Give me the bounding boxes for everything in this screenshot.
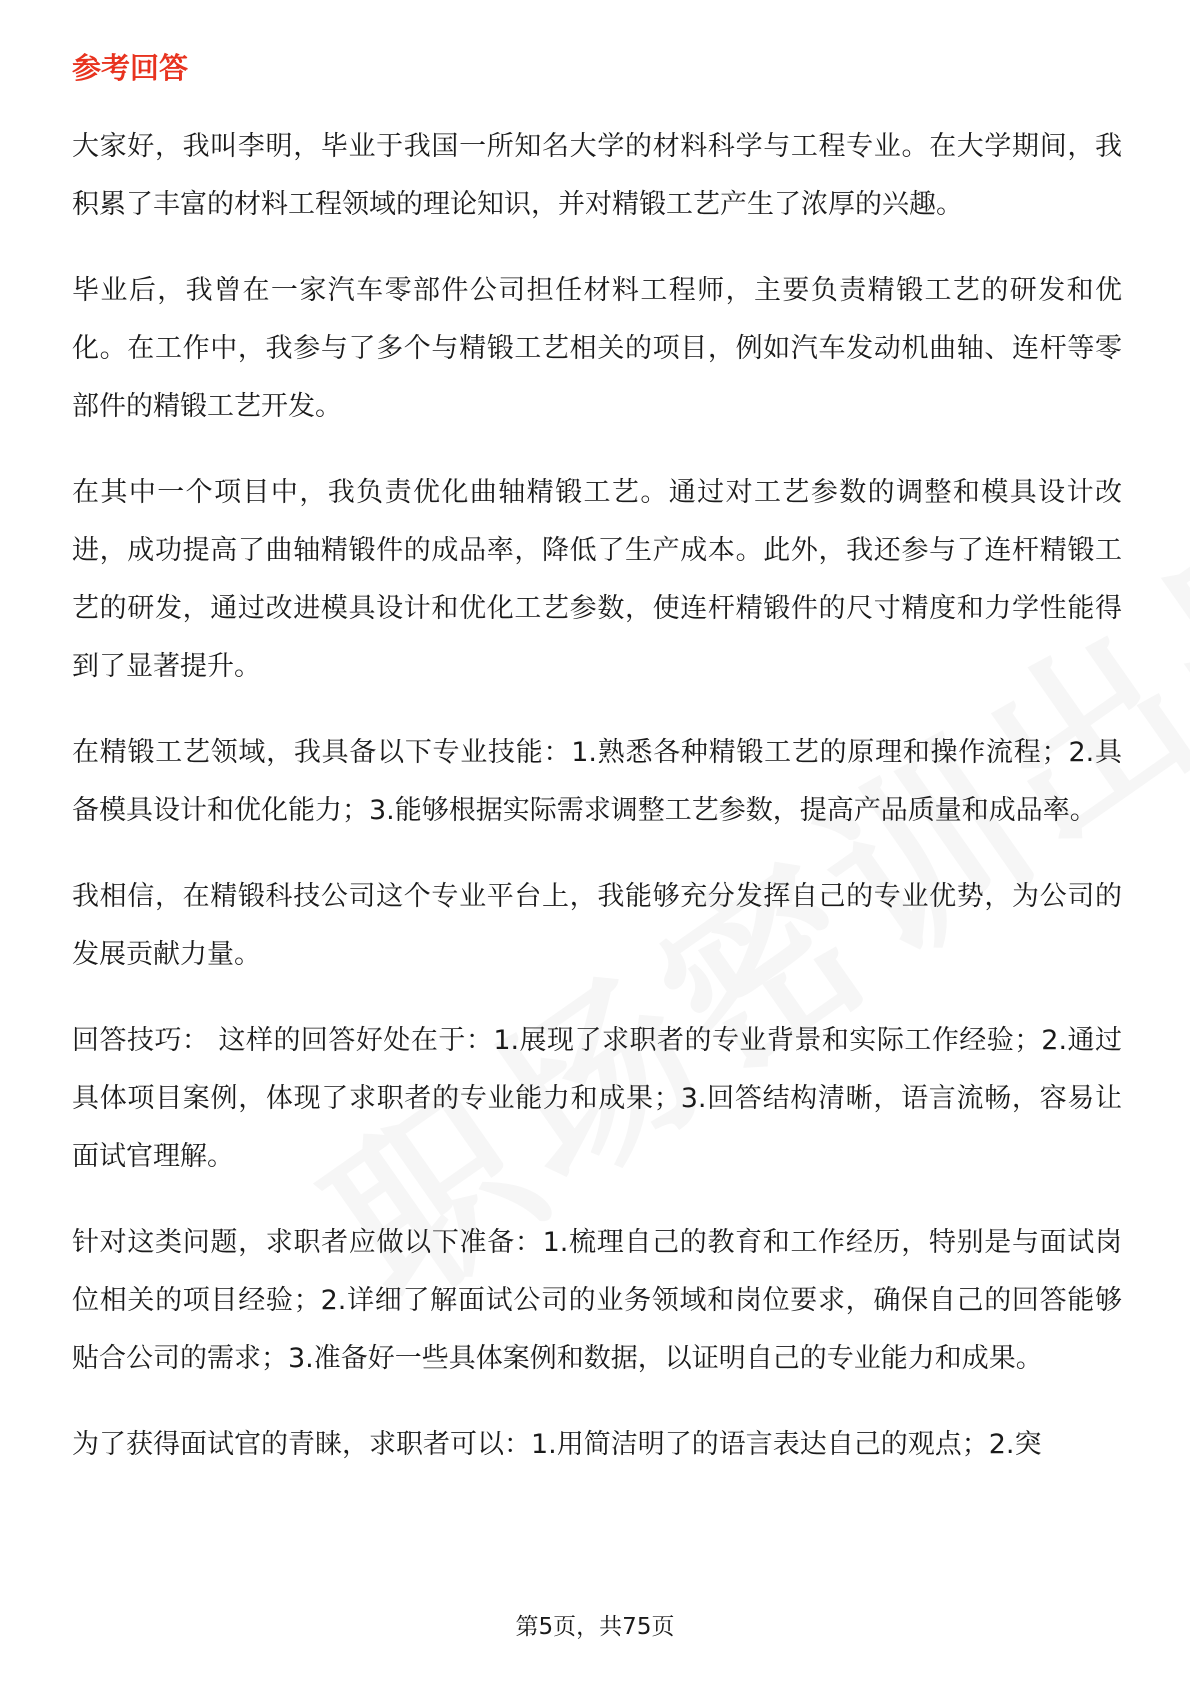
page-number-footer: 第5页，共75页 — [515, 1614, 675, 1640]
paragraph-experience: 毕业后，我曾在一家汽车零部件公司担任材料工程师，主要负责精锻工艺的研发和优化。在工作中，我参与了多个与精锻工艺相关的项目，例如汽车发动机曲轴、连杆等零部件的精锻工艺开发。 — [72, 275, 1122, 422]
body-text — [72, 118, 1122, 1502]
paragraph-skills: 在精锻工艺领域，我具备以下专业技能：1.熟悉各种精锻工艺的原理和操作流程；2.具备模具设计和优化能力；3.能够根据实际需求调整工艺参数，提高产品质量和成品率。 — [72, 737, 1122, 826]
paragraph-preparation: 针对这类问题，求职者应做以下准备：1.梳理自己的教育和工作经历，特别是与面试岗位相关的项目经验；2.详细了解面试公司的业务领域和岗位要求，确保自己的回答能够贴合公司的需求；3.准备好一些具体案例和数据，以证明自己的专业能力和成果。 — [72, 1227, 1122, 1374]
paragraph-closing: 我相信，在精锻科技公司这个专业平台上，我能够充分发挥自己的专业优势，为公司的发展贡献力量。 — [72, 881, 1122, 970]
section-heading: 参考回答 — [72, 51, 189, 85]
paragraph-project: 在其中一个项目中，我负责优化曲轴精锻工艺。通过对工艺参数的调整和模具设计改进，成功提高了曲轴精锻件的成品率，降低了生产成本。此外，我还参与了连杆精锻工艺的研发，通过改进模具设计和优化工艺参数，使连杆精锻件的尺寸精度和力学性能得到了显著提升。 — [72, 477, 1122, 682]
paragraph-advice: 为了获得面试官的青睐，求职者可以：1.用简洁明了的语言表达自己的观点；2.突 — [72, 1429, 1042, 1460]
paragraph-tips: 回答技巧： 这样的回答好处在于：1.展现了求职者的专业背景和实际工作经验；2.通过具体项目案例，体现了求职者的专业能力和成果；3.回答结构清晰，语言流畅，容易让面试官理解。 — [72, 1025, 1122, 1172]
paragraph-intro: 大家好，我叫李明，毕业于我国一所知名大学的材料科学与工程专业。在大学期间，我积累了丰富的材料工程领域的理论知识，并对精锻工艺产生了浓厚的兴趣。 — [72, 131, 1122, 220]
